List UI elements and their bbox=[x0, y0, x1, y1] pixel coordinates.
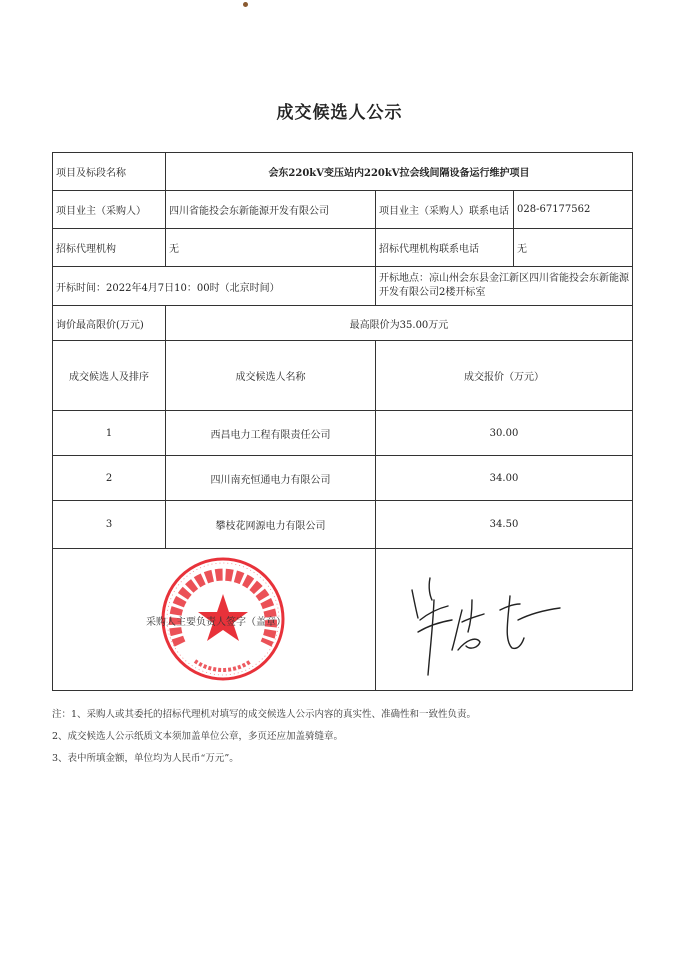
candidate-rank: 1 bbox=[53, 411, 166, 456]
max-price-value: 最高限价为35.00万元 bbox=[166, 306, 633, 341]
table-row bbox=[53, 153, 633, 191]
candidate-name: 攀枝花网源电力有限公司 bbox=[166, 501, 376, 549]
owner-phone-value: 028-67177562 bbox=[514, 191, 633, 229]
handwritten-signature bbox=[400, 570, 570, 680]
candidate-name: 四川南充恒通电力有限公司 bbox=[166, 456, 376, 501]
agency-label: 招标代理机构 bbox=[53, 229, 166, 267]
note-1: 注：1、采购人或其委托的招标代理机对填写的成交候选人公示内容的真实性、准确性和一致性负责。 bbox=[52, 709, 477, 720]
open-time: 开标时间：2022年4月7日10：00时（北京时间） bbox=[53, 267, 376, 306]
open-place: 开标地点：凉山州会东县金江新区四川省能投会东新能源开发有限公司2楼开标室 bbox=[376, 267, 633, 306]
page-title: 成交候选人公示 bbox=[276, 103, 403, 123]
note-3: 3、表中所填金额，单位均为人民币“万元”。 bbox=[52, 753, 239, 764]
owner-label: 项目业主（采购人） bbox=[53, 191, 166, 229]
owner-value: 四川省能投会东新能源开发有限公司 bbox=[166, 191, 376, 229]
note-2: 2、成交候选人公示纸质文本须加盖单位公章，多页还应加盖骑缝章。 bbox=[52, 731, 344, 742]
candidate-price: 30.00 bbox=[376, 411, 633, 456]
candidates-header-row bbox=[53, 341, 633, 411]
table-row bbox=[53, 267, 633, 306]
candidate-name: 西昌电力工程有限责任公司 bbox=[166, 411, 376, 456]
header-name: 成交候选人名称 bbox=[166, 341, 376, 411]
agency-phone-label: 招标代理机构联系电话 bbox=[376, 229, 514, 267]
max-price-label: 询价最高限价(万元) bbox=[53, 306, 166, 341]
candidate-rank: 3 bbox=[53, 501, 166, 549]
table-row bbox=[53, 306, 633, 341]
scan-speck bbox=[243, 2, 248, 7]
project-value: 会东220kV变压站内220kV拉会线间隔设备运行维护项目 bbox=[166, 153, 633, 191]
owner-phone-label: 项目业主（采购人）联系电话 bbox=[376, 191, 514, 229]
project-label: 项目及标段名称 bbox=[53, 153, 166, 191]
candidate-row bbox=[53, 501, 633, 549]
header-price: 成交报价（万元） bbox=[376, 341, 633, 411]
candidate-row bbox=[53, 456, 633, 501]
agency-value: 无 bbox=[166, 229, 376, 267]
agency-phone-value: 无 bbox=[514, 229, 633, 267]
header-rank: 成交候选人及排序 bbox=[53, 341, 166, 411]
table-row bbox=[53, 191, 633, 229]
candidate-row bbox=[53, 411, 633, 456]
candidate-price: 34.00 bbox=[376, 456, 633, 501]
candidate-rank: 2 bbox=[53, 456, 166, 501]
table-row bbox=[53, 229, 633, 267]
notes bbox=[52, 704, 476, 770]
signature-label: 采购人主要负责人签字（盖章） bbox=[146, 617, 286, 628]
candidate-price: 34.50 bbox=[376, 501, 633, 549]
